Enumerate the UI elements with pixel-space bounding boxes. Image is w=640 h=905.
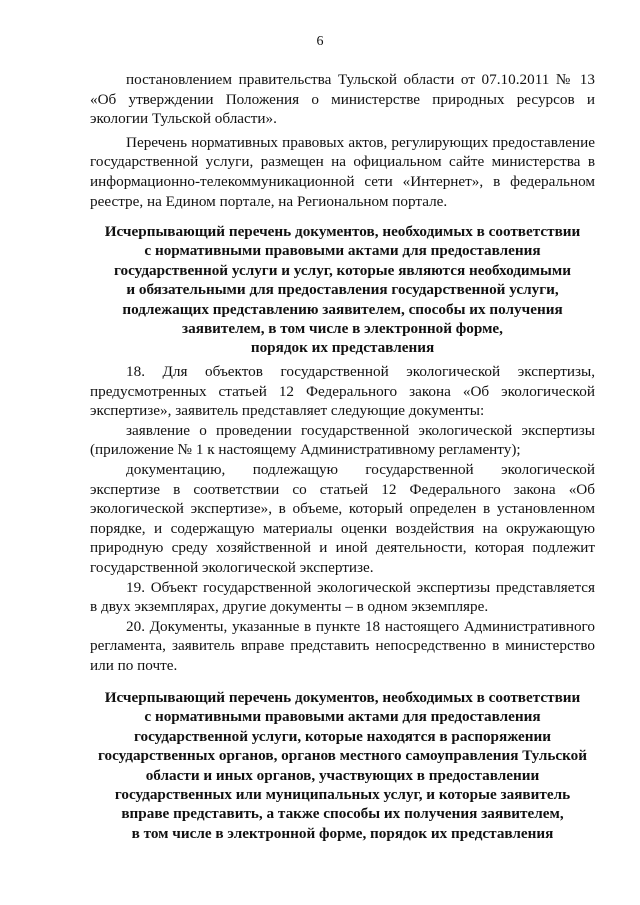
heading-line: государственных или муниципальных услуг, и которые заявитель <box>114 786 571 804</box>
intro-block <box>90 70 595 211</box>
paragraph-18-item-application: заявление о проведении государственной экологической экспертизы (приложение № 1 к настоящему Административному регламенту); <box>90 421 595 459</box>
paragraph-18-item-documentation: документацию, подлежащую государственной экологической экспертизе в соответствии со статьей 12 Федерального закона «Об экологической экспертизе», в объеме, который определен в установленном порядке, и содержащую материалы оценки воздействия на окружающую природную среду хозяйственной и иной деятельности, которая подлежит государственной экологической экспертизе. <box>90 460 595 576</box>
page-number: 6 <box>316 34 324 49</box>
intro-paragraph-1: постановлением правительства Тульской области от 07.10.2011 № 13 «Об утверждении Положения о министерстве природных ресурсов и экологии Тульской области». <box>90 71 595 128</box>
heading-line: порядок их представления <box>250 339 435 357</box>
heading-line: области и иных органов, участвующих в предоставлении <box>145 766 540 784</box>
heading-line: государственной услуги и услуг, которые являются необходимыми <box>114 261 571 279</box>
section-heading-1 <box>80 222 605 358</box>
heading-line: в том числе в электронной форме, порядок их представления <box>131 824 554 842</box>
section-heading-2 <box>80 688 605 843</box>
heading-line: государственной услуги, которые находятся в распоряжении <box>133 727 552 745</box>
heading-line: вправе представить, а также способы их получения заявителем, <box>121 805 564 823</box>
heading-line: с нормативными правовыми актами для предоставления <box>144 242 541 260</box>
heading-line: и обязательными для предоставления государственной услуги, <box>126 281 559 299</box>
section-body <box>90 362 595 676</box>
heading-line: подлежащих представлению заявителем, способы их получения <box>122 300 563 318</box>
heading-line: Исчерпывающий перечень документов, необходимых в соответствии <box>104 689 581 706</box>
heading-line: заявителем, в том числе в электронной форме, <box>182 320 503 338</box>
heading-line: Исчерпывающий перечень документов, необходимых в соответствии <box>104 223 581 240</box>
paragraph-18: 18. Для объектов государственной экологической экспертизы, предусмотренных статьей 12 Федерального закона «Об экологической экспертизе», заявитель представляет следующие документы: <box>90 363 595 420</box>
heading-line: государственных органов, органов местного самоуправления Тульской <box>97 747 588 765</box>
heading-line: с нормативными правовыми актами для предоставления <box>144 708 541 726</box>
intro-paragraph-2: Перечень нормативных правовых актов, регулирующих предоставление государственной услуги, размещен на официальном сайте министерства в информационно-телекоммуникационной сети «Интернет», в федеральном реестре, на Едином портале, на Региональном портале. <box>90 133 595 210</box>
paragraph-19: 19. Объект государственной экологической экспертизы представляется в двух экземплярах, другие документы – в одном экземпляре. <box>90 578 595 616</box>
paragraph-20: 20. Документы, указанные в пункте 18 настоящего Административного регламента, заявитель вправе представить непосредственно в министерство или по почте. <box>90 617 595 674</box>
